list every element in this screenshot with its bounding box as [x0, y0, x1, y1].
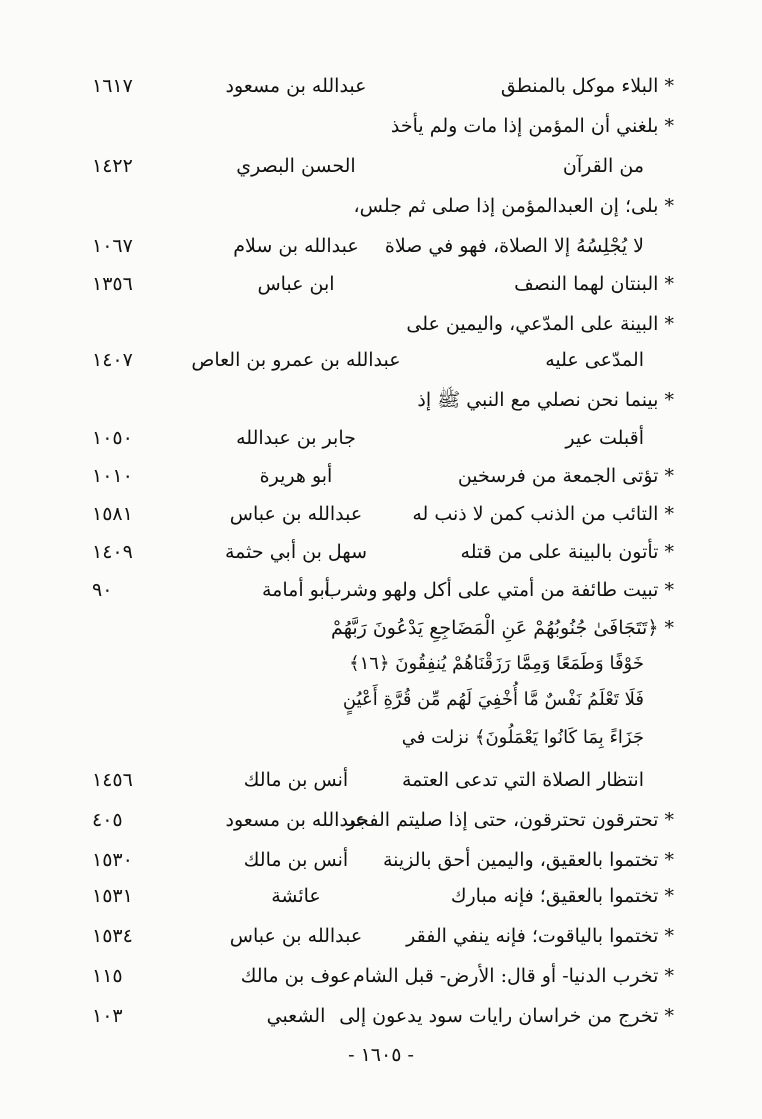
narrator-name: عوف بن مالك	[240, 965, 352, 987]
hadith-text: * البلاء موكل بالمنطق	[500, 75, 674, 97]
page-reference-number: ١٤٢٢	[92, 155, 133, 177]
page-reference-number: ١٥٣٤	[92, 925, 133, 947]
page-reference-number: ١٣٥٦	[92, 273, 133, 295]
page-reference-number: ١٠١٠	[92, 465, 133, 487]
index-entry-row	[0, 186, 762, 226]
hadith-text: * بلى؛ إن العبدالمؤمن إذا صلى ثم جلس،	[353, 195, 674, 217]
index-entry-row	[0, 916, 762, 956]
narrator-name: أنس بن مالك	[243, 849, 349, 871]
quran-verse-text: خَوْفًا وَطَمَعًا وَمِمَّا رَزَقْنَاهُمْ يُنفِقُونَ ﴿١٦﴾	[349, 653, 644, 674]
page-reference-number: ٤٠٥	[92, 809, 123, 831]
hadith-text: * البينة على المدّعي، واليمين على	[406, 313, 674, 335]
index-entry-row	[0, 66, 762, 106]
hadith-text: المدّعى عليه	[545, 349, 644, 371]
index-entry-row	[0, 226, 762, 266]
page-reference-number: ١٤٠٩	[92, 541, 133, 563]
narrator-name: سهل بن أبي حثمة	[225, 541, 367, 563]
index-entry-row	[0, 264, 762, 304]
index-entry-row	[0, 608, 762, 648]
page-reference-number: ١٠٣	[92, 1005, 123, 1027]
quran-verse-text: جَزَاءً بِمَا كَانُوا يَعْمَلُونَ﴾ نزلت في	[401, 727, 644, 748]
index-entry-row	[0, 418, 762, 458]
hadith-text: * تختموا بالعقيق؛ فإنه مبارك	[450, 885, 674, 907]
page-reference-number: ١٥٣٠	[92, 849, 133, 871]
narrator-name: أنس بن مالك	[243, 769, 349, 791]
hadith-text: من القرآن	[562, 155, 644, 177]
index-entry-row	[0, 570, 762, 610]
hadith-text: انتظار الصلاة التي تدعى العتمة	[401, 769, 644, 791]
hadith-text: * تخرب الدنيا- أو قال: الأرض- قبل الشام	[353, 965, 674, 987]
hadith-text: * تختموا بالعقيق، واليمين أحق بالزينة	[382, 849, 674, 871]
index-entry-row	[0, 760, 762, 800]
page-reference-number: ١٠٥٠	[92, 427, 133, 449]
narrator-name: عبدالله بن مسعود	[225, 75, 367, 97]
page-reference-number: ١٤٥٦	[92, 769, 133, 791]
index-entry-row	[0, 996, 762, 1036]
narrator-name: عبدالله بن سلام	[233, 235, 359, 257]
quran-verse-text: فَلَا تَعْلَمُ نَفْسٌ مَّا أُخْفِيَ لَهُم مِّن قُرَّةِ أَعْيُنٍ	[342, 689, 644, 710]
index-entry-row	[0, 304, 762, 344]
index-entry-row	[0, 800, 762, 840]
index-entry-row	[0, 456, 762, 496]
page-reference-number: ١٥٣١	[92, 885, 133, 907]
hadith-text: * تختموا بالياقوت؛ فإنه ينفي الفقر	[406, 925, 674, 947]
narrator-name: ابن عباس	[257, 273, 335, 295]
page-reference-number: ١٤٠٧	[92, 349, 133, 371]
hadith-text: * تبيت طائفة من أمتي على أكل ولهو وشرب	[323, 579, 674, 601]
index-entry-row	[0, 494, 762, 534]
hadith-text: أقبلت عير	[565, 427, 644, 449]
index-entry-row	[0, 106, 762, 146]
hadith-text: * تخرج من خراسان رايات سود يدعون إلى	[339, 1005, 674, 1027]
index-entry-row	[0, 718, 762, 758]
narrator-name: الشعبي	[266, 1005, 326, 1027]
page-reference-number: ١٦١٧	[92, 75, 133, 97]
page-reference-number: ١٠٦٧	[92, 235, 133, 257]
page-reference-number: ١٥٨١	[92, 503, 133, 525]
narrator-name: عبدالله بن مسعود	[225, 809, 367, 831]
hadith-text: * تأتون بالبينة على من قتله	[460, 541, 674, 563]
narrator-name: عبدالله بن عباس	[229, 925, 363, 947]
hadith-text: لا يُجْلِسُهُ إلا الصلاة، فهو في صلاة	[384, 235, 644, 257]
narrator-name: عبدالله بن عمرو بن العاص	[191, 349, 401, 371]
narrator-name: عائشة	[271, 885, 321, 907]
page-reference-number: ٩٠	[92, 579, 113, 601]
index-entry-row	[0, 840, 762, 880]
hadith-text: * بلغني أن المؤمن إذا مات ولم يأخذ	[390, 115, 674, 137]
index-entry-row	[0, 532, 762, 572]
narrator-name: أبو هريرة	[259, 465, 333, 487]
hadith-text: * تؤتى الجمعة من فرسخين	[457, 465, 674, 487]
hadith-text: * التائب من الذنب كمن لا ذنب له	[412, 503, 674, 525]
index-entry-row	[0, 680, 762, 720]
index-entry-row	[0, 146, 762, 186]
hadith-text: * بينما نحن نصلي مع النبي ﷺ إذ	[417, 389, 674, 411]
hadith-text: * البنتان لهما النصف	[514, 273, 674, 295]
narrator-name: الحسن البصري	[236, 155, 356, 177]
index-entry-row	[0, 956, 762, 996]
narrator-name: عبدالله بن عباس	[229, 503, 363, 525]
page-reference-number: ١١٥	[92, 965, 123, 987]
hadith-text: * ﴿تَتَجَافَىٰ جُنُوبُهُمْ عَنِ الْمَضَاجِعِ يَدْعُونَ رَبَّهُمْ	[330, 617, 674, 639]
narrator-name: أبو أمامة	[261, 579, 331, 601]
index-entry-row	[0, 644, 762, 684]
hadith-text: * تحترقون تحترقون، حتى إذا صليتم الفجر	[346, 809, 674, 831]
index-entry-row	[0, 380, 762, 420]
index-entry-row	[0, 340, 762, 380]
narrator-name: جابر بن عبدالله	[236, 427, 356, 449]
page-number: - ١٦٠٥ -	[348, 1044, 414, 1066]
index-entry-row	[0, 876, 762, 916]
